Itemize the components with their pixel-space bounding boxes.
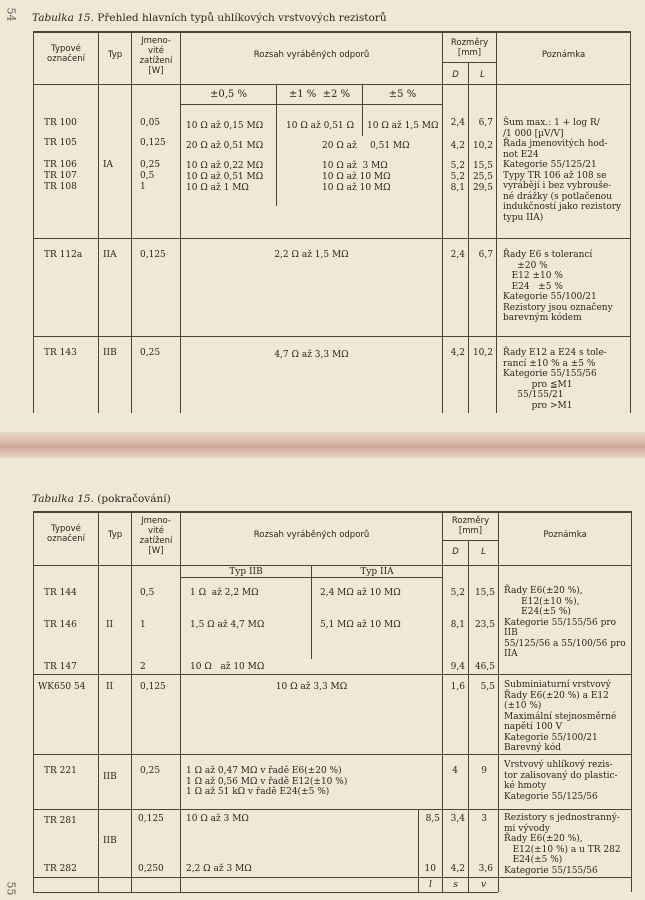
range: 10 Ω až 0,22 MΩ bbox=[186, 161, 264, 171]
note: Šum max.: 1 + log R/ /1 000 [µV/V] Řada jmenovitých hod- not E24 Kategorie 55/125/21 Typy TR 106 až 108 se vyrábějí i bez vybrouše- né drážky (s potlačenou indukčností jako rezistory typu IIA) bbox=[503, 118, 622, 223]
header-L: L bbox=[480, 70, 485, 80]
footer-label: s bbox=[453, 880, 458, 890]
rule bbox=[498, 511, 499, 892]
range: 10 Ω až 3 MΩ bbox=[186, 814, 249, 824]
length-l: 8,5 bbox=[425, 814, 440, 824]
caption-text: (pokračování) bbox=[93, 493, 171, 505]
range: 20 Ω až 0,51 MΩ bbox=[186, 141, 264, 151]
type: II bbox=[106, 620, 114, 630]
footer-label: v bbox=[480, 880, 487, 890]
load: 0,05 bbox=[140, 118, 161, 128]
load: 0,25 bbox=[140, 348, 161, 358]
designation: TR 147 bbox=[44, 662, 77, 672]
range: 4,7 Ω až 3,3 MΩ bbox=[274, 350, 349, 360]
rule bbox=[33, 892, 498, 893]
load: 0,25 bbox=[140, 160, 161, 170]
tolerance-header: ±1 % ±2 % bbox=[288, 89, 351, 100]
designation: TR 100 bbox=[44, 118, 77, 128]
designation: TR 106 bbox=[44, 160, 77, 170]
rule bbox=[33, 877, 631, 878]
rule bbox=[311, 565, 312, 659]
type: IIB bbox=[103, 836, 117, 846]
dim-L: 9 bbox=[481, 766, 487, 776]
dim-L: 3 bbox=[481, 814, 487, 824]
header-type: Typ bbox=[107, 530, 123, 540]
range-iib: 1,5 Ω až 4,7 MΩ bbox=[190, 620, 265, 630]
range: 0,51 MΩ bbox=[370, 141, 410, 151]
load: 2 bbox=[140, 662, 146, 672]
rule bbox=[131, 31, 132, 413]
rule bbox=[33, 238, 630, 239]
page-number: 55 bbox=[4, 881, 18, 896]
load: 0,5 bbox=[140, 171, 155, 181]
load: 0,125 bbox=[140, 138, 166, 148]
dim-L: 25,5 bbox=[472, 172, 493, 182]
dim-L: 10,2 bbox=[472, 141, 493, 151]
load: 0,125 bbox=[138, 814, 164, 824]
rule bbox=[631, 511, 632, 892]
range-iia: 5,1 MΩ až 10 MΩ bbox=[320, 620, 401, 630]
range: 1 Ω až 0,47 MΩ v řadě E6(±20 %) 1 Ω až 0,56 MΩ v řadě E12(±10 %) 1 Ω až 51 kΩ v řadě E24(±5 %) bbox=[186, 766, 348, 797]
type: IIA bbox=[103, 250, 117, 260]
page-number: 54 bbox=[4, 7, 18, 22]
rule bbox=[33, 511, 34, 892]
header-type: Typ bbox=[107, 50, 123, 60]
type: IIB bbox=[103, 772, 117, 782]
sub-header-iia: Typ IIA bbox=[360, 567, 394, 577]
type: II bbox=[106, 682, 114, 692]
footer-label: l bbox=[429, 880, 432, 890]
dim-D: 8,1 bbox=[450, 620, 465, 630]
tolerance-header: ±5 % bbox=[388, 89, 417, 100]
designation: TR 146 bbox=[44, 620, 77, 630]
note: Řady E6(±20 %), E12(±10 %), E24(±5 %) Kategorie 55/155/56 pro IIB 55/125/56 a 55/100/56 pro IIA bbox=[504, 586, 626, 659]
designation: TR 282 bbox=[44, 864, 77, 874]
load: 1 bbox=[140, 620, 146, 630]
dim-D: 4,2 bbox=[450, 141, 465, 151]
dim-L: 23,5 bbox=[474, 620, 495, 630]
dim-D: 3,4 bbox=[450, 814, 465, 824]
dim-L: 46,5 bbox=[474, 662, 495, 672]
rule bbox=[180, 104, 442, 105]
dim-D: 8,1 bbox=[450, 183, 465, 193]
designation: TR 143 bbox=[44, 348, 77, 358]
dim-L: 10,2 bbox=[472, 348, 493, 358]
range: 20 Ω až bbox=[322, 141, 357, 151]
load: 1 bbox=[140, 182, 146, 192]
load: 0,250 bbox=[138, 864, 164, 874]
range: 10 Ω až 1,5 MΩ bbox=[367, 121, 439, 131]
header-L: L bbox=[481, 547, 486, 557]
header-range: Rozsah vyráběných odporů bbox=[253, 50, 370, 60]
header-range: Rozsah vyráběných odporů bbox=[253, 530, 370, 540]
caption-label: Tabulka 15. bbox=[32, 493, 94, 505]
table-caption bbox=[32, 12, 387, 24]
dim-L: 5,5 bbox=[480, 682, 495, 692]
designation: WK650 54 bbox=[38, 682, 86, 692]
rule bbox=[33, 84, 630, 85]
dim-D: 1,6 bbox=[450, 682, 465, 692]
tolerance-header: ±0,5 % bbox=[210, 89, 247, 100]
range: 10 Ω až 3,3 MΩ bbox=[275, 682, 348, 692]
dim-D: 2,4 bbox=[450, 118, 465, 128]
caption-text: Přehled hlavních typů uhlíkových vrstvových rezistorů bbox=[93, 12, 387, 24]
header-dims: Rozměry [mm] bbox=[451, 516, 490, 536]
header-D: D bbox=[452, 547, 459, 557]
range: 10 Ω až 0,51 MΩ bbox=[186, 172, 264, 182]
rule bbox=[33, 565, 631, 566]
header-designation: Typové označení bbox=[47, 524, 85, 544]
range-iib: 1 Ω až 2,2 MΩ bbox=[190, 588, 259, 598]
range: 2,2 Ω až 1,5 MΩ bbox=[274, 250, 349, 260]
load: 0,25 bbox=[140, 766, 161, 776]
rule bbox=[98, 31, 99, 413]
rule bbox=[33, 809, 631, 810]
dim-L: 29,5 bbox=[472, 183, 493, 193]
note: Rezistory s jednostranný- mi vývody Řady E6(±20 %), E12(±10 %) a u TR 282 E24(±5 %) Kategorie 55/155/56 bbox=[504, 813, 621, 876]
load: 0,125 bbox=[140, 682, 166, 692]
rule bbox=[496, 31, 497, 413]
range-iib: 10 Ω až 10 MΩ bbox=[190, 662, 265, 672]
rule bbox=[442, 511, 443, 892]
rule bbox=[33, 754, 631, 755]
designation: TR 144 bbox=[44, 588, 77, 598]
header-D: D bbox=[452, 70, 459, 80]
range: 10 Ω až 3 MΩ bbox=[322, 161, 388, 171]
designation: TR 221 bbox=[44, 766, 77, 776]
rule bbox=[276, 84, 277, 206]
table-caption bbox=[32, 493, 171, 505]
header-load: Jmeno- vité zatížení [W] bbox=[139, 516, 173, 556]
dim-D: 5,2 bbox=[450, 161, 465, 171]
range: 2,2 Ω až 3 MΩ bbox=[186, 864, 252, 874]
range: 10 Ω až 10 MΩ bbox=[322, 172, 391, 182]
caption-label: Tabulka 15. bbox=[32, 12, 94, 24]
length-l: 10 bbox=[424, 864, 436, 874]
dim-L: 15,5 bbox=[472, 161, 493, 171]
dim-D: 4 bbox=[452, 766, 458, 776]
range: 10 Ω až 10 MΩ bbox=[322, 183, 391, 193]
dim-D: 2,4 bbox=[450, 250, 465, 260]
rule bbox=[468, 62, 469, 413]
range: 10 Ω až 0,51 Ω bbox=[286, 121, 354, 131]
designation: TR 105 bbox=[44, 138, 77, 148]
rule bbox=[33, 674, 631, 675]
header-dims: Rozměry [mm] bbox=[450, 38, 489, 58]
note: Řady E12 a E24 s tole- rancí ±10 % a ±5 % Kategorie 55/155/56 pro ≦M1 55/155/21 pro >M1 bbox=[503, 348, 607, 411]
dim-L: 6,7 bbox=[478, 118, 493, 128]
designation: TR 112a bbox=[44, 250, 83, 260]
header-note: Poznámka bbox=[543, 530, 587, 540]
rule bbox=[33, 511, 631, 513]
type: IIB bbox=[103, 348, 117, 358]
load: 0,125 bbox=[140, 250, 166, 260]
dim-L: 15,5 bbox=[474, 588, 495, 598]
rule bbox=[131, 511, 132, 892]
range: 10 Ω až 1 MΩ bbox=[186, 183, 249, 193]
sub-header-iib: Typ IIB bbox=[229, 567, 263, 577]
rule bbox=[98, 511, 99, 892]
header-designation: Typové označení bbox=[47, 44, 85, 64]
rule bbox=[33, 336, 630, 337]
note: Řady E6 s tolerancí ±20 % E12 ±10 % E24 ±5 % Kategorie 55/100/21 Rezistory jsou označeny barevným kódem bbox=[503, 250, 613, 323]
rule bbox=[442, 62, 496, 63]
dim-L: 6,7 bbox=[478, 250, 493, 260]
dim-D: 4,2 bbox=[450, 348, 465, 358]
designation: TR 107 bbox=[44, 171, 77, 181]
range: 10 Ω až 0,15 MΩ bbox=[186, 121, 264, 131]
rule bbox=[33, 31, 34, 413]
dim-D: 4,2 bbox=[450, 864, 465, 874]
rule bbox=[442, 540, 498, 541]
load: 0,5 bbox=[140, 588, 155, 598]
rule bbox=[33, 31, 630, 33]
dim-D: 9,4 bbox=[450, 662, 465, 672]
rule bbox=[630, 31, 631, 413]
note: Vrstvový uhlíkový rezis- tor zalisovaný do plastic- ké hmoty Kategorie 55/125/56 bbox=[504, 760, 618, 802]
range-iia: 2,4 MΩ až 10 MΩ bbox=[320, 588, 401, 598]
dim-D: 5,2 bbox=[450, 588, 465, 598]
designation: TR 108 bbox=[44, 182, 77, 192]
page-gutter bbox=[0, 432, 645, 458]
dim-D: 5,2 bbox=[450, 172, 465, 182]
header-load: Jmeno- vité zatížení [W] bbox=[139, 36, 173, 76]
header-note: Poznámka bbox=[541, 50, 586, 60]
designation: TR 281 bbox=[44, 816, 77, 826]
page-55 bbox=[0, 458, 645, 900]
type: IA bbox=[103, 160, 114, 170]
note: Subminiaturní vrstvový Řady E6(±20 %) a E12 (±10 %) Maximální stejnosměrné napětí 100 V Kategorie 55/100/21 Barevný kód bbox=[504, 680, 617, 753]
dim-L: 3,6 bbox=[478, 864, 493, 874]
page-54 bbox=[0, 0, 645, 432]
